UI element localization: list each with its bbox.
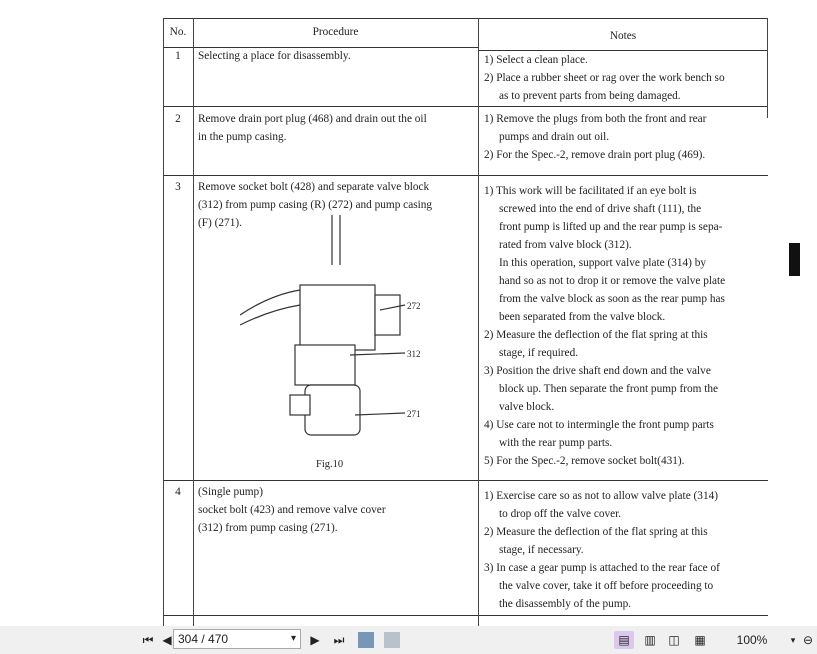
label-312: 312 [407,349,421,359]
row-number: 4 [175,486,181,498]
procedure-text: in the pump casing. [198,131,287,143]
first-page-button[interactable]: ⏮ [142,633,154,647]
chevron-down-icon[interactable]: ▾ [290,633,296,644]
note-text: the valve cover, take it off before proceeding to [499,580,714,592]
note-text: hand so as not to drop it or remove the valve plate [499,275,726,287]
note-text: as to prevent parts from being damaged. [499,90,681,102]
row-number: 3 [175,181,181,193]
row-number: 2 [175,113,181,125]
single-page-view-icon[interactable]: ▤ [614,631,634,649]
note-text: screwed into the end of drive shaft (111), the [499,203,702,215]
label-271: 271 [407,409,421,419]
note-text: to drop off the valve cover. [499,508,622,520]
procedure-text: Remove drain port plug (468) and drain out the oil [198,113,427,125]
figure-caption: Fig.10 [316,459,344,470]
note-text: 4) Use care not to intermingle the front pump parts [484,419,714,431]
note-text: 2) Measure the deflection of the flat spring at this [484,329,708,341]
procedure-text: Selecting a place for disassembly. [198,50,351,62]
zoom-level[interactable]: 100% [736,633,768,647]
header-no: No. [169,26,187,38]
viewer-toolbar [0,626,817,654]
note-text: valve block. [499,401,555,413]
note-text: the disassembly of the pump. [499,598,632,610]
zoom-out-icon[interactable]: ⊖ [802,633,814,647]
paste-page-icon[interactable] [384,632,400,648]
note-text: 1) Exercise care so as not to allow valve plate (314) [484,490,719,502]
row-number: 1 [175,50,181,62]
page-edge-marker [789,243,800,276]
prev-page-button[interactable]: ◀ [162,633,172,647]
note-text: 3) Position the drive shaft end down and the valve [484,365,711,377]
last-page-button[interactable]: ⏭ [333,633,345,647]
header-procedure: Procedure [312,26,359,38]
note-text: 2) For the Spec.-2, remove drain port plug (469). [484,149,706,161]
next-page-button[interactable]: ▶ [310,633,320,647]
note-text: 1) Select a clean place. [484,54,588,66]
note-text: block up. Then separate the front pump from the [499,383,719,395]
procedure-text: (F) (271). [198,217,242,229]
procedure-text: (312) from pump casing (271). [198,522,338,534]
note-text: stage, if required. [499,347,579,359]
procedure-text: socket bolt (423) and remove valve cover [198,504,386,516]
note-text: In this operation, support valve plate (314) by [499,257,707,269]
note-text: from the valve block as soon as the rear pump has [499,293,725,305]
zoom-dropdown-icon[interactable]: ▾ [790,635,796,645]
continuous-view-icon[interactable]: ▥ [644,633,656,647]
label-272: 272 [407,301,421,311]
note-text: front pump is lifted up and the rear pump is sepa- [499,221,723,233]
note-text: been separated from the valve block. [499,311,666,323]
page-number-field[interactable] [173,629,301,649]
procedure-text: (312) from pump casing (R) (272) and pump casing [198,199,433,211]
two-page-continuous-icon[interactable]: ▦ [694,633,706,647]
two-page-view-icon[interactable]: ◫ [668,633,680,647]
note-text: 1) This work will be facilitated if an eye bolt is [484,185,697,197]
note-text: 2) Place a rubber sheet or rag over the work bench so [484,72,725,84]
note-text: 2) Measure the deflection of the flat spring at this [484,526,708,538]
procedure-text: (Single pump) [198,486,263,498]
header-notes: Notes [609,30,637,42]
note-text: rated from valve block (312). [499,239,632,251]
procedure-text: Remove socket bolt (428) and separate valve block [198,181,430,193]
page-number-value: 304 / 470 [178,632,229,646]
copy-page-icon[interactable] [358,632,374,648]
note-text: 5) For the Spec.-2, remove socket bolt(431). [484,455,685,467]
note-text: 3) In case a gear pump is attached to the rear face of [484,562,720,574]
note-text: pumps and drain out oil. [499,131,610,143]
note-text: with the rear pump parts. [499,437,613,449]
note-text: stage, if necessary. [499,544,584,556]
note-text: 1) Remove the plugs from both the front and rear [484,113,707,125]
